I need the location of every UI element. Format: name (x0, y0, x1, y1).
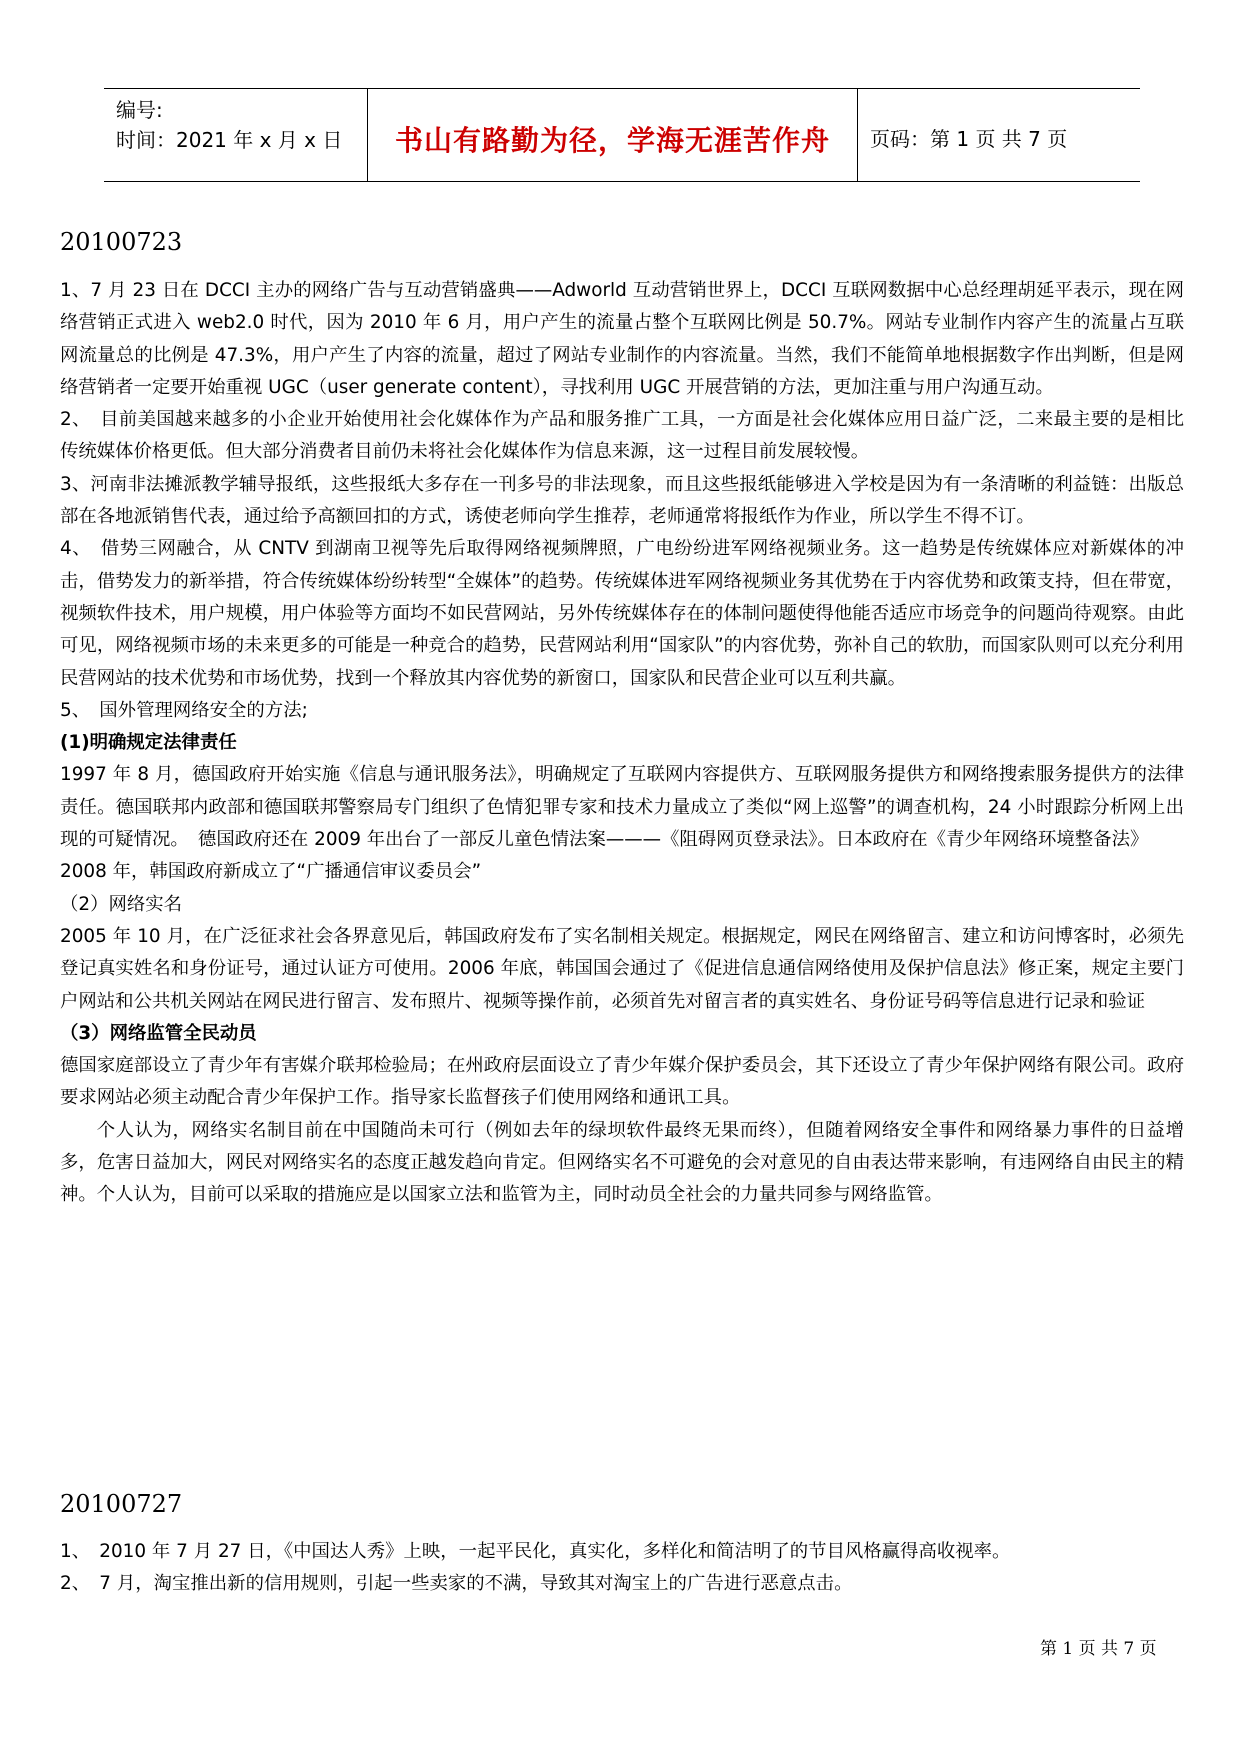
paragraph: 2005 年 10 月，在广泛征求社会各界意见后，韩国政府发布了实名制相关规定。根据规定，网民在网络留言、建立和访问博客时，必须先登记真实姓名和身份证号，通过认证方可使用。2006 年底，韩国国会通过了《促进信息通信网络使用及保护信息法》修正案，规定主要门户网站和公共机关网站在网民进行留言、发布照片、视频等操作前，必须首先对留言者的真实姓名、身份证号码等信息进行记录和验证 (60, 925, 1184, 1012)
subheading: （2）网络实名 (60, 893, 183, 915)
paragraph: 2、 目前美国越来越多的小企业开始使用社会化媒体作为产品和服务推广工具，一方面是社会化媒体应用日益广泛，二来最主要的是相比传统媒体价格更低。但大部分消费者目前仍未将社会化媒体作为信息来源，这一过程目前发展较慢。 (60, 409, 1184, 463)
paragraph: 德国家庭部设立了青少年有害媒介联邦检验局；在州政府层面设立了青少年媒介保护委员会，其下还设立了青少年保护网络有限公司。政府要求网站必须主动配合青少年保护工作。指导家长监督孩子们使用网络和通讯工具。 (60, 1055, 1184, 1109)
document-number-label: 编号: (116, 98, 163, 122)
section-body (60, 275, 1184, 1212)
paragraph: 1、 2010 年 7 月 27 日，《中国达人秀》上映，一起平民化，真实化，多样化和简洁明了的节目风格赢得高收视率。 (60, 1541, 1011, 1562)
header-motto-cell (368, 89, 858, 181)
page-footer: 第 1 页 共 7 页 (1040, 1639, 1157, 1659)
document-header (104, 88, 1140, 182)
paragraph: 1997 年 8 月，德国政府开始实施《信息与通讯服务法》，明确规定了互联网内容提供方、互联网服务提供方和网络搜索服务提供方的法律责任。德国联邦内政部和德国联邦警察局专门组织了色情犯罪专家和技术力量成立了类似“网上巡警”的调查机构，24 小时跟踪分析网上出现的可疑情况。 德国政府还在 2009 年出台了一部反儿童色情法案———《阻碍网页登录法》。日本政府在《青少年网络环境整备法》 (60, 764, 1184, 851)
paragraph: 个人认为，网络实名制目前在中国随尚未可行（例如去年的绿坝软件最终无果而终），但随着网络安全事件和网络暴力事件的日益增多，危害日益加大，网民对网络实名的态度正越发趋向肯定。但网络实名不可避免的会对意见的自由表达带来影响，有违网络自由民主的精神。个人认为，目前可以采取的措施应是以国家立法和监管为主，同时动员全社会的力量共同参与网络监管。 (60, 1119, 1184, 1206)
document-time-label: 时间：2021 年 x 月 x 日 (116, 128, 343, 152)
paragraph: 1、7 月 23 日在 DCCI 主办的网络广告与互动营销盛典——Adworld 互动营销世界上，DCCI 互联网数据中心总经理胡延平表示，现在网络营销正式进入 web2.0 时代，因为 2010 年 6 月，用户产生的流量占整个互联网比例是 50.7%。网站专业制作内容产生的流量占互联网流量总的比例是 47.3%，用户产生了内容的流量，超过了网站专业制作的内容流量。当然，我们不能简单地根据数字作出判断，但是网络营销者一定要开始重视 UGC（user generate content），寻找利用 UGC 开展营销的方法，更加注重与用户沟通互动。 (60, 280, 1184, 398)
paragraph: 2、 7 月，淘宝推出新的信用规则，引起一些卖家的不满，导致其对淘宝上的广告进行恶意点击。 (60, 1573, 853, 1595)
paragraph: 2008 年，韩国政府新成立了“广播通信审议委员会” (60, 861, 482, 883)
paragraph: 4、 借势三网融合，从 CNTV 到湖南卫视等先后取得网络视频牌照，广电纷纷进军网络视频业务。这一趋势是传统媒体应对新媒体的冲击，借势发力的新举措，符合传统媒体纷纷转型“全媒体”的趋势。传统媒体进军网络视频业务其优势在于内容优势和政策支持，但在带宽，视频软件技术，用户规模，用户体验等方面均不如民营网站，另外传统媒体存在的体制问题使得他能否适应市场竞争的问题尚待观察。由此可见，网络视频市场的未来更多的可能是一种竞合的趋势，民营网站利用“国家队”的内容优势，弥补自己的软肋，而国家队则可以充分利用民营网站的技术优势和市场优势，找到一个释放其内容优势的新窗口，国家队和民营企业可以互利共赢。 (60, 538, 1184, 689)
paragraph: 3、河南非法摊派教学辅导报纸，这些报纸大多存在一刊多号的非法现象，而且这些报纸能够进入学校是因为有一条清晰的利益链：出版总部在各地派销售代表，通过给予高额回扣的方式，诱使老师向学生推荐，老师通常将报纸作为作业，所以学生不得不订。 (60, 473, 1184, 528)
header-info-cell (104, 89, 368, 181)
section-date-heading: 20100727 (60, 1490, 183, 1518)
section-body (60, 1536, 1184, 1601)
header-page-info: 页码：第 1 页 共 7 页 (870, 127, 1068, 151)
section-date-heading: 20100723 (60, 228, 183, 256)
subheading: （3）网络监管全民动员 (60, 1022, 257, 1044)
subheading: (1)明确规定法律责任 (60, 732, 237, 754)
paragraph: 5、 国外管理网络安全的方法; (60, 699, 308, 721)
header-motto: 书山有路勤为径，学海无涯苦作舟 (394, 124, 830, 157)
